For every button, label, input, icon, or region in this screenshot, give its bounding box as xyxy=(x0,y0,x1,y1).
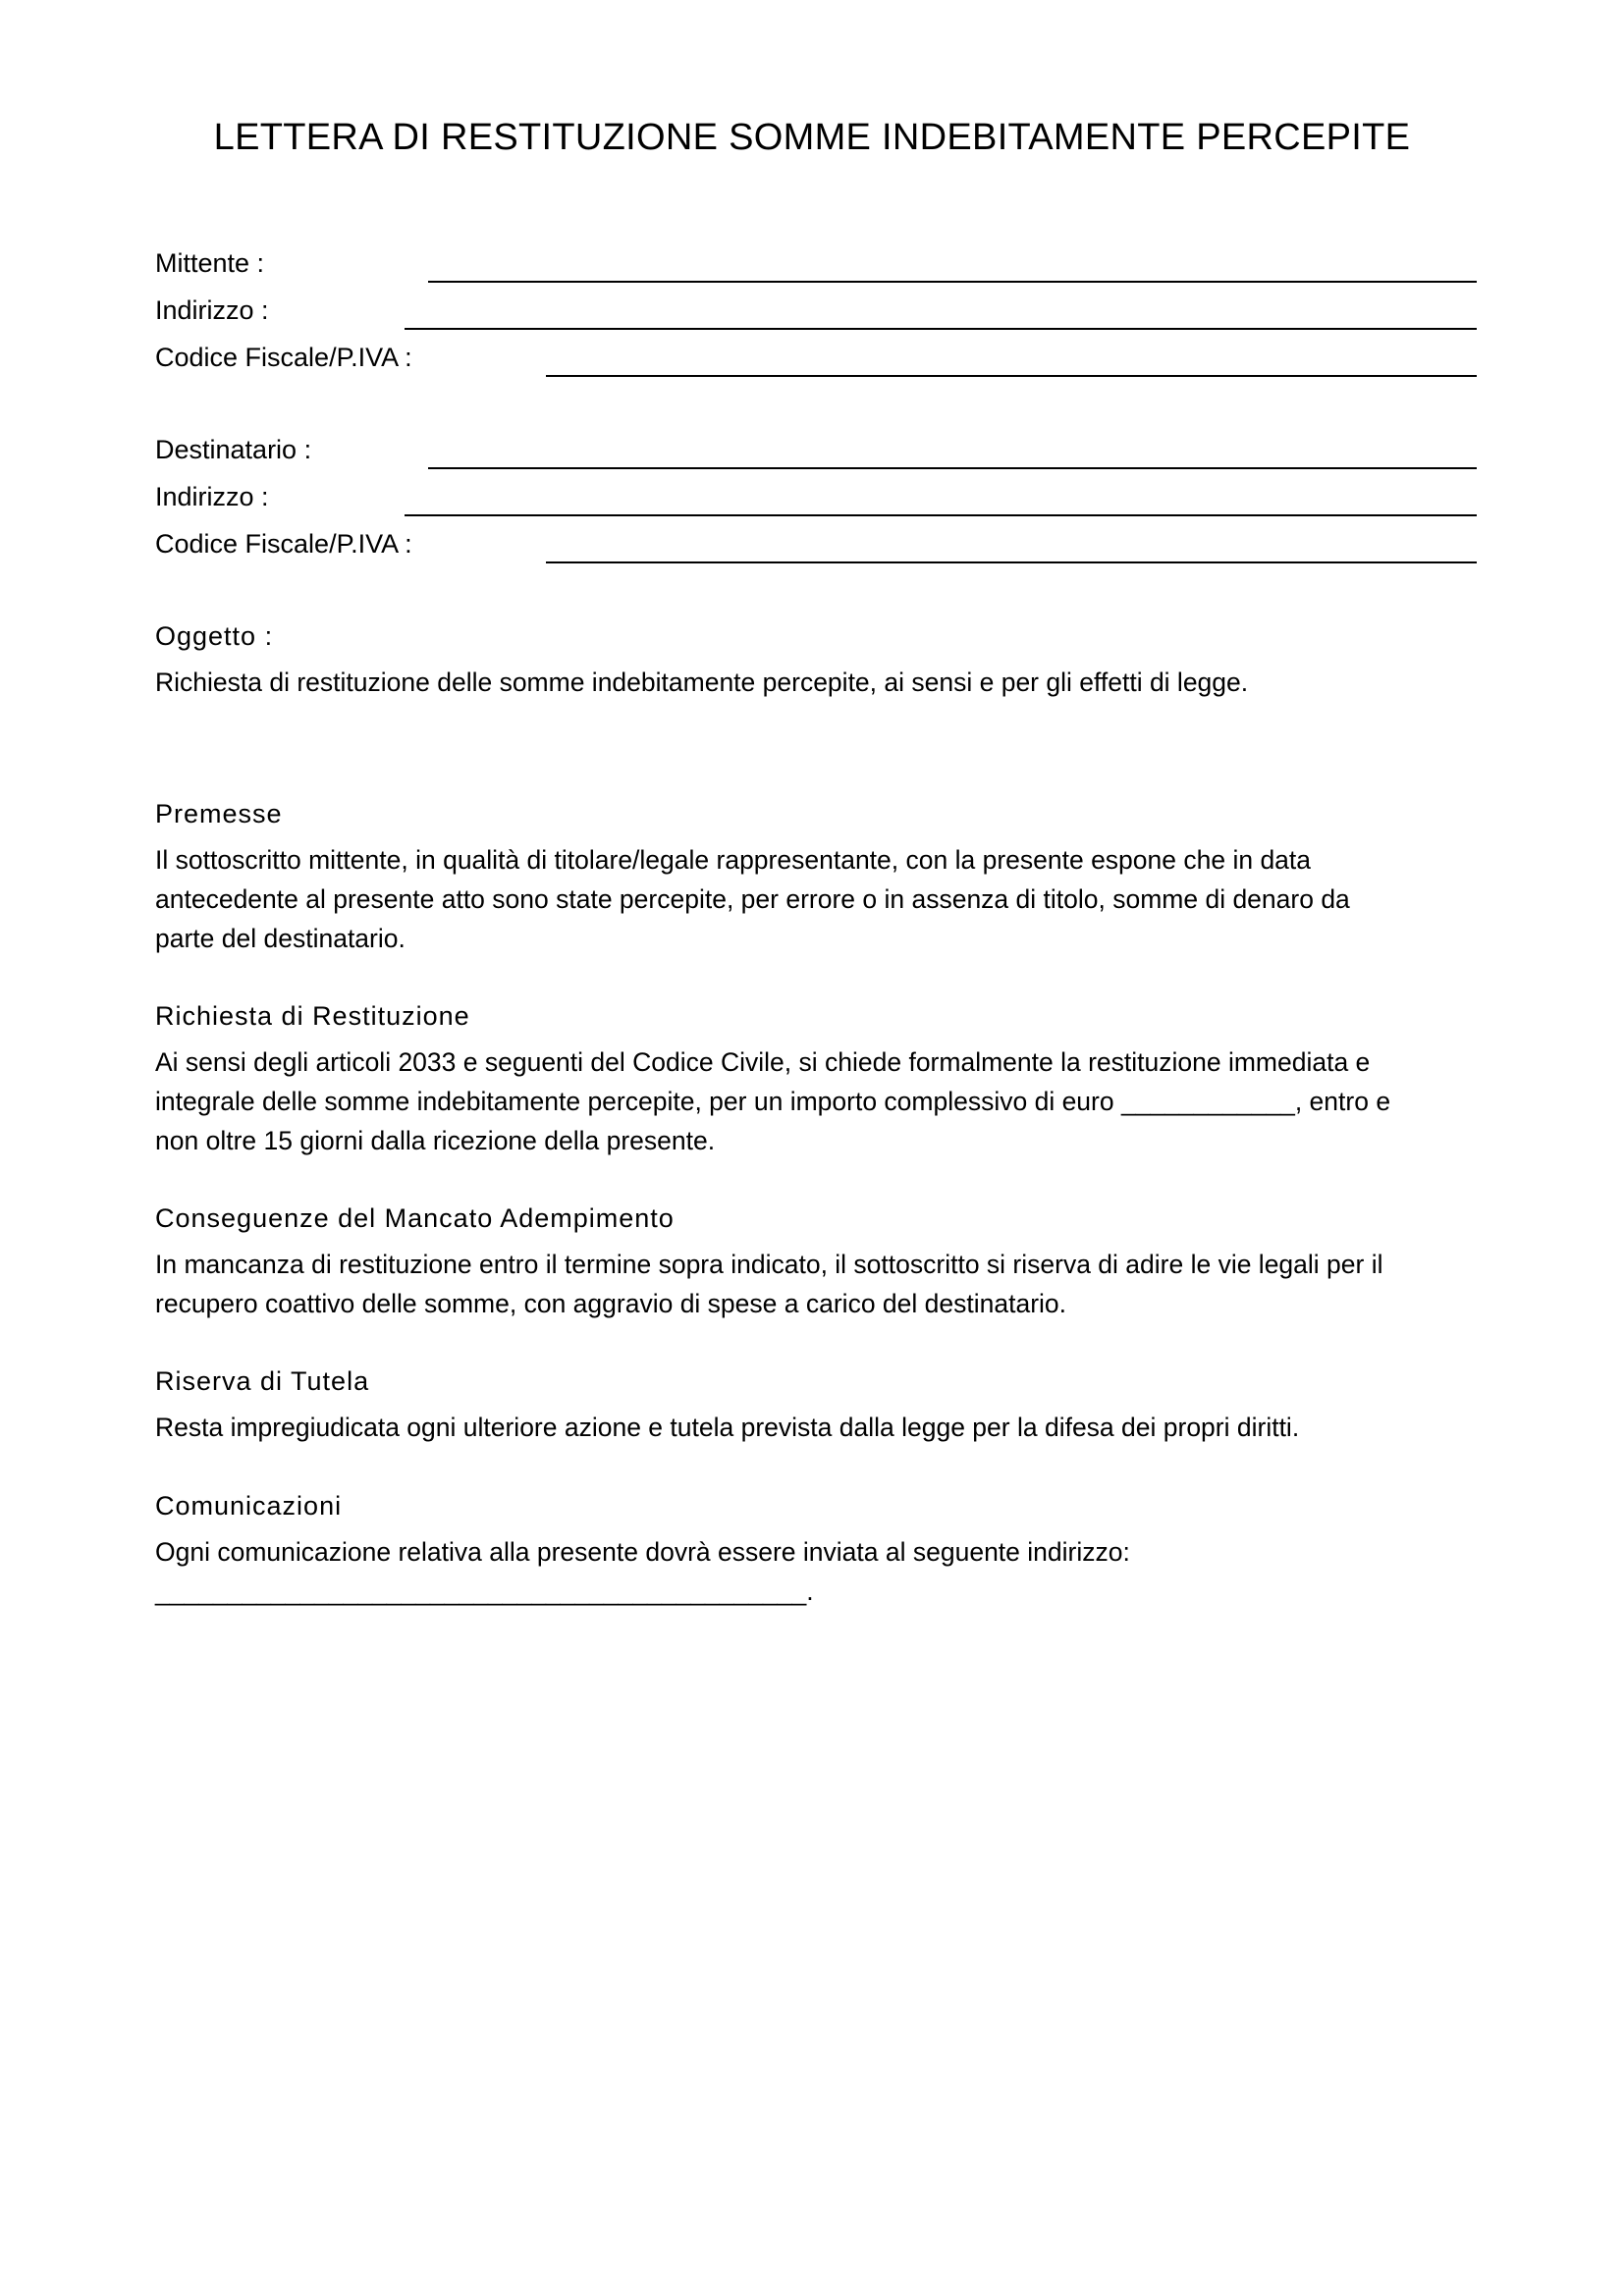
recipient-address-blank[interactable] xyxy=(405,514,1477,516)
conseguenze-paragraph xyxy=(155,1245,1481,1323)
subject-text xyxy=(155,663,1481,702)
premesse-paragraph xyxy=(155,840,1481,958)
sender-tax-id-blank[interactable] xyxy=(546,375,1477,377)
riserva-paragraph xyxy=(155,1408,1481,1447)
sender-address-field xyxy=(155,291,1477,330)
recipient-name-label: Destinatario : xyxy=(155,434,312,464)
comunicazioni-address-blank[interactable]: _____________________________________________. xyxy=(155,1576,814,1606)
premesse-heading: Premesse xyxy=(155,799,283,828)
recipient-tax-id-blank[interactable] xyxy=(546,561,1477,563)
richiesta-line: non oltre 15 giorni dalla ricezione della presente. xyxy=(155,1126,716,1155)
sender-name-blank[interactable] xyxy=(428,281,1477,283)
conseguenze-heading: Conseguenze del Mancato Adempimento xyxy=(155,1203,675,1233)
richiesta-line: Ai sensi degli articoli 2033 e seguenti del Codice Civile, si chiede formalmente la restituzione immediata e xyxy=(155,1047,1371,1077)
recipient-name-field xyxy=(155,430,1477,469)
sender-name-label: Mittente : xyxy=(155,247,265,278)
conseguenze-line: recupero coattivo delle somme, con aggravio di spese a carico del destinatario. xyxy=(155,1289,1067,1318)
sender-tax-id-field xyxy=(155,338,1477,377)
subject-text-line: Richiesta di restituzione delle somme indebitamente percepite, ai sensi e per gli effetti di legge. xyxy=(155,667,1249,697)
comunicazioni-line: Ogni comunicazione relativa alla presente dovrà essere inviata al seguente indirizzo: xyxy=(155,1537,1130,1567)
premesse-line: Il sottoscritto mittente, in qualità di titolare/legale rappresentante, con la presente espone che in data xyxy=(155,845,1312,875)
comunicazioni-paragraph xyxy=(155,1532,1481,1611)
riserva-line: Resta impregiudicata ogni ulteriore azione e tutela prevista dalla legge per la difesa dei propri diritti. xyxy=(155,1413,1300,1442)
richiesta-heading: Richiesta di Restituzione xyxy=(155,1001,470,1031)
sender-address-blank[interactable] xyxy=(405,328,1477,330)
subject-heading: Oggetto : xyxy=(155,621,274,651)
sender-tax-id-label: Codice Fiscale/P.IVA : xyxy=(155,342,412,372)
recipient-tax-id-field xyxy=(155,524,1477,563)
recipient-address-label: Indirizzo : xyxy=(155,481,269,511)
recipient-tax-id-label: Codice Fiscale/P.IVA : xyxy=(155,528,412,559)
conseguenze-line: In mancanza di restituzione entro il termine sopra indicato, il sottoscritto si riserva di adire le vie legali per il xyxy=(155,1250,1383,1279)
sender-address-label: Indirizzo : xyxy=(155,294,269,325)
richiesta-paragraph xyxy=(155,1042,1481,1160)
recipient-name-blank[interactable] xyxy=(428,467,1477,469)
riserva-heading: Riserva di Tutela xyxy=(155,1366,370,1396)
richiesta-line: integrale delle somme indebitamente percepite, per un importo complessivo di euro ____________, entro e xyxy=(155,1087,1391,1116)
document-title: LETTERA DI RESTITUZIONE SOMME INDEBITAMENTE PERCEPITE xyxy=(213,117,1411,158)
premesse-line: antecedente al presente atto sono state percepite, per errore o in assenza di titolo, somme di denaro da xyxy=(155,884,1350,914)
sender-name-field xyxy=(155,243,1477,283)
premesse-line: parte del destinatario. xyxy=(155,924,406,953)
comunicazioni-heading: Comunicazioni xyxy=(155,1491,343,1521)
recipient-address-field xyxy=(155,477,1477,516)
